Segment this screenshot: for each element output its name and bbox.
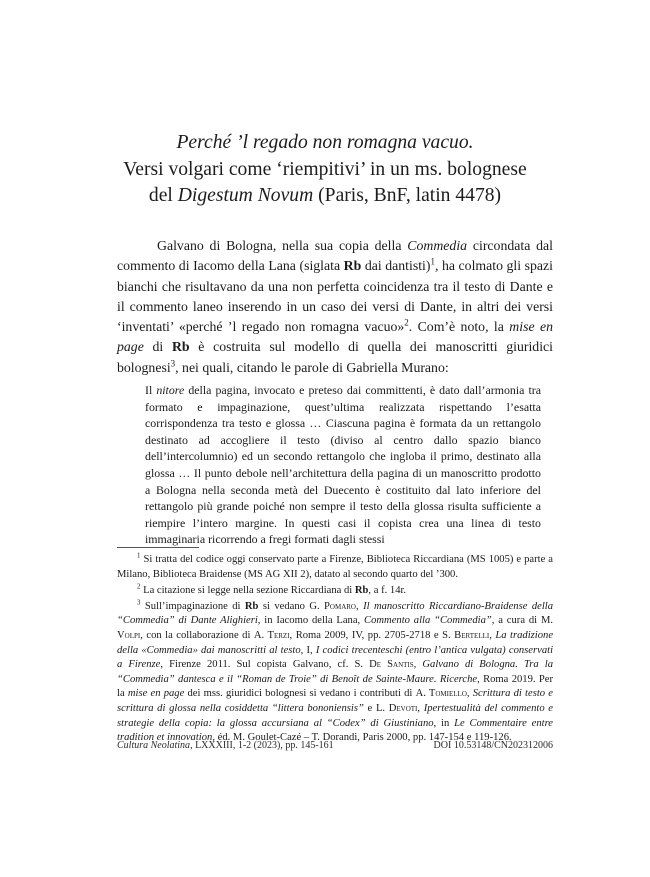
work-title: La tradizione della «Commedia» dai manoscritti al testo bbox=[117, 629, 554, 656]
work-title: mise en page bbox=[127, 688, 185, 700]
author-name: G. Pomaro bbox=[309, 600, 356, 612]
work-title: Galvano di Bologna. Tra la “Commedia” dantesca e il “Roman de Troie” di Benoît de Sainte-Maure. Ricerche bbox=[117, 659, 554, 685]
footnote-number: 3 bbox=[137, 599, 141, 607]
work-title: I codici trecenteschi (entro l’antica vulgata) conservati a Firenze bbox=[117, 644, 554, 671]
footnote-text: si vedano bbox=[258, 600, 310, 612]
footnote-text: , in Iacomo della Lana, bbox=[257, 615, 365, 627]
footnote-ref-2[interactable]: 2 bbox=[404, 317, 409, 328]
doi-link[interactable]: DOI 10.53148/CN202312006 bbox=[433, 740, 553, 751]
author-name: L. Devoti bbox=[375, 702, 418, 714]
text-run: è costruita sul modello di quella dei manoscritti giuridici bolognesi bbox=[117, 339, 553, 375]
text-run: Galvano di Bologna, nella sua copia della bbox=[157, 238, 408, 253]
siglum-rb: Rb bbox=[343, 258, 362, 274]
footnote-2 bbox=[117, 584, 553, 599]
footnote-text: , con la collaborazione di bbox=[140, 629, 254, 641]
footnote-text: , bbox=[413, 659, 423, 671]
footnotes bbox=[117, 553, 553, 747]
author-name: M. Volpi bbox=[117, 615, 554, 641]
siglum-rb: Rb bbox=[354, 584, 369, 596]
footnote-text: , in bbox=[433, 717, 455, 729]
author-name: S. Bertelli bbox=[442, 629, 490, 641]
footnote-text: , Roma 2009, IV, pp. 2705-2718 e bbox=[289, 629, 443, 641]
work-title: Ipertestualità del commento e strategie della copia: la glossa accursiana al “Codex” di Giustiniano bbox=[117, 702, 553, 729]
text-run-italic: mise en page bbox=[117, 319, 553, 355]
title-line-3-italic: Digestum Novum bbox=[177, 185, 314, 206]
footnote-text: dei mss. giuridici bolognesi si vedano i contributi di bbox=[184, 688, 416, 700]
text-run: circondata dal commento di Iacomo della Lana (siglata bbox=[117, 238, 553, 274]
author-name: S. De Santis bbox=[354, 659, 414, 671]
paragraph-1 bbox=[117, 236, 553, 378]
footnote-text: , bbox=[466, 688, 473, 700]
title-line-3-part: (Paris, BnF, latin 4478) bbox=[313, 185, 502, 206]
author-name: A. Terzi bbox=[253, 629, 290, 641]
footnote-divider bbox=[117, 547, 199, 548]
block-quote bbox=[145, 382, 541, 548]
title-line-2: Versi volgari come ‘riempitivi’ in un ms. bolognese bbox=[123, 158, 527, 180]
text-run: Il bbox=[145, 383, 157, 397]
text-run: , nei quali, citando le parole di Gabriella Murano: bbox=[175, 359, 449, 375]
footnote-ref-3[interactable]: 3 bbox=[170, 358, 176, 369]
title-line-3-part: del bbox=[148, 185, 178, 206]
body-paragraph bbox=[117, 236, 553, 378]
footnote-text: , bbox=[489, 629, 496, 641]
footnote-text: Si tratta del codice oggi conservato parte a Firenze, Biblioteca Riccardiana (MS 1005) e parte a Milano, Biblioteca Braidense (MS AG XII 2), datato al secondo quarto del ’300. bbox=[117, 554, 554, 580]
footnote-text: , bbox=[417, 702, 424, 714]
text-run: dai dantisti) bbox=[361, 258, 431, 274]
footnote-text: e bbox=[363, 702, 376, 714]
footnote-text: , Firenze 2011. Sul copista Galvano, cf. bbox=[160, 659, 355, 671]
title-line-1: Perché ’l regado non romagna vacuo. bbox=[176, 132, 474, 153]
footnote-text: , a cura di bbox=[491, 615, 541, 627]
footnote-text: , a f. 14r. bbox=[368, 584, 407, 596]
text-run: di bbox=[143, 339, 172, 355]
work-title: Commento alla “Commedia” bbox=[364, 615, 492, 627]
quote-paragraph bbox=[145, 382, 541, 548]
footnote-number: 1 bbox=[137, 552, 141, 560]
author-name: A. Tomiello bbox=[415, 688, 467, 700]
footnote-1 bbox=[117, 553, 553, 582]
siglum-rb: Rb bbox=[244, 600, 259, 612]
journal-citation bbox=[117, 739, 334, 753]
work-title: Le Commentaire entre tradition et innovation bbox=[117, 717, 553, 744]
footnote-text: , Roma 2019. Per la bbox=[117, 673, 554, 700]
journal-name: Cultura Neolatina bbox=[117, 740, 191, 751]
footnote-text: La citazione si legge nella sezione Riccardiana di bbox=[143, 584, 355, 596]
siglum-rb: Rb bbox=[171, 339, 190, 355]
text-run: . Com’è noto, la bbox=[408, 319, 510, 335]
text-run: , ha colmato gli spazi bianchi che risultavano da una non perfetta coincidenza tra il testo di Dante e il commento laneo inserendo in un caso dei versi di Dante, in altri dei versi ‘inventati’ «perché ’l regado non romagna vacuo» bbox=[117, 258, 553, 335]
text-run: della pagina, invocato e preteso dai committenti, è dato dall’armonia tra formato e impaginazione, quest’ultima realizzata rispettando l’esatta corrispondenza tra testo e glossa … Ciascuna pagina è formata da un rettangolo destinato ad accogliere il testo (diviso al centro dallo spazio bianco dell’intercolumnio) ed un secondo rettangolo che ingloba il primo, destinato alla glossa … Il punto debole nell’architettura della pagina di un manoscritto prodotto a Bologna nella seconda metà del Duecento è costituito dal lato inferiore del rettangolo più grande poiché non sempre il testo della glossa risulta sufficiente a riempire l’intero margine. In questi casi il copista crea una linea di testo immaginaria ricorrendo a fregi formati dagli stessi bbox=[145, 383, 541, 547]
journal-issue: , LXXXIII, 1-2 (2023), pp. 145-161 bbox=[190, 740, 334, 751]
footnote-ref-1[interactable]: 1 bbox=[430, 256, 435, 267]
footnote-number: 2 bbox=[137, 583, 141, 591]
page-footer bbox=[117, 739, 553, 753]
article-title bbox=[80, 130, 570, 210]
footnote-text: , éd. M. Goulet-Cazé – T. Dorandi, Paris 2000, pp. 147-154 e 119-126. bbox=[212, 732, 512, 744]
title-line-3 bbox=[80, 183, 570, 210]
footnote-text: Sull’impaginazione di bbox=[144, 600, 245, 612]
text-run-italic: Commedia bbox=[407, 238, 468, 253]
footnote-text: , bbox=[356, 600, 364, 612]
footnote-text: , I, bbox=[300, 644, 316, 656]
text-run-italic: nitore bbox=[156, 383, 185, 397]
work-title: Scrittura di testo e scrittura di glossa nella cosiddetta “littera bononiensis” bbox=[117, 688, 553, 714]
work-title: Il manoscritto Riccardiano-Braidense della “Commedia” di Dante Alighieri bbox=[117, 600, 554, 627]
footnote-3 bbox=[117, 600, 553, 746]
